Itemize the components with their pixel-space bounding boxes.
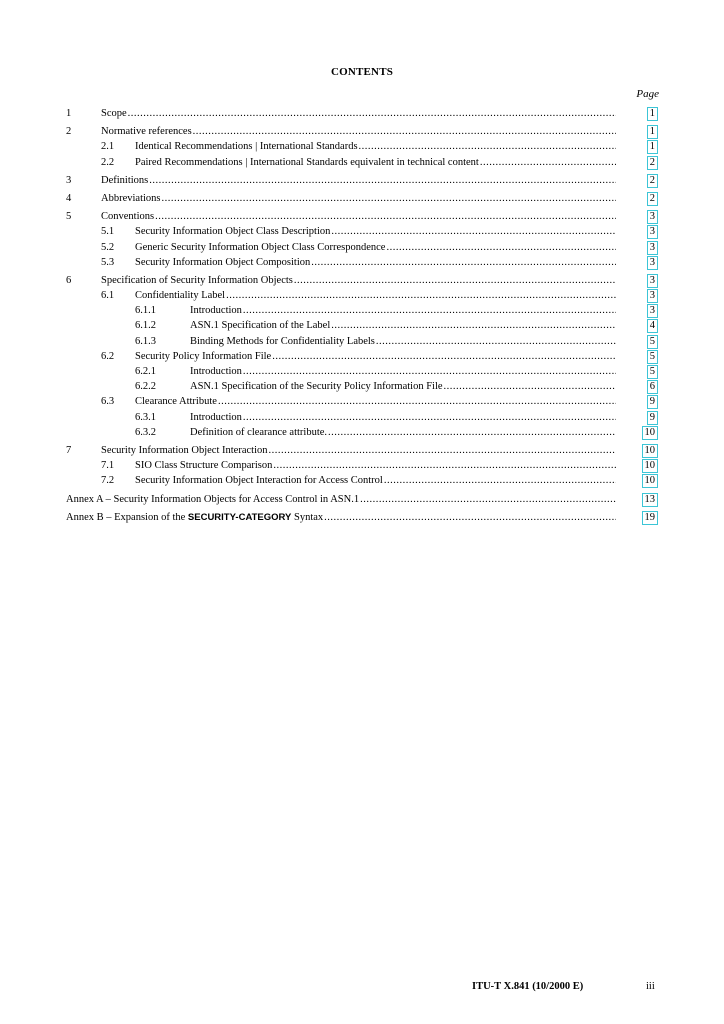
toc-entry-leader	[101, 124, 616, 139]
toc-entry	[66, 394, 660, 409]
toc-entry	[66, 364, 660, 379]
toc-page-link[interactable]: 10	[642, 474, 659, 488]
toc-entry-number: 3	[66, 174, 72, 186]
toc-entry-title: Abbreviations	[101, 192, 161, 204]
toc-entry	[66, 425, 660, 440]
toc-entry-title: Normative references	[101, 126, 192, 138]
toc-entry-title: Definitions	[101, 174, 149, 186]
toc-entry-number: 5.3	[101, 256, 115, 268]
toc-entry-number: 5.2	[101, 241, 115, 253]
toc-entry-leader	[101, 106, 616, 121]
toc-entry	[66, 443, 660, 458]
toc-entry-number: 2.2	[101, 156, 115, 168]
toc-entry-leader	[135, 394, 616, 409]
toc-entry-leader	[135, 473, 616, 488]
page-column-label: Page	[636, 88, 659, 100]
toc-entry	[66, 458, 660, 473]
toc-entry-title: Introduction	[190, 305, 242, 317]
toc-page-link[interactable]: 3	[647, 256, 658, 270]
toc-entry-title-code: SECURITY-CATEGORY	[187, 511, 292, 523]
toc-entry-number: 6	[66, 274, 72, 286]
toc-entry-title: SIO Class Structure Comparison	[135, 460, 273, 472]
toc-page-link[interactable]: 2	[647, 192, 658, 206]
toc-entry	[66, 492, 660, 507]
toc-page-link[interactable]: 3	[647, 241, 658, 255]
toc-entry-number: 6.3.2	[135, 426, 156, 438]
toc-entry-title: Introduction	[190, 366, 242, 377]
toc-entry	[66, 191, 660, 206]
toc-page-link[interactable]: 3	[647, 274, 658, 288]
toc-entry	[66, 410, 660, 425]
toc-entry-title: Security Information Object Interaction	[101, 444, 268, 456]
toc-entry	[66, 288, 660, 303]
toc-entry-title: Definition of clearance attribute.	[190, 426, 328, 438]
toc-entry-number: 6.3.1	[135, 411, 156, 423]
toc-page-link[interactable]: 19	[642, 511, 659, 525]
toc-entry-leader	[135, 288, 616, 303]
toc-entry-leader	[190, 379, 616, 394]
toc-entry	[66, 224, 660, 239]
toc-entry-title	[66, 512, 324, 523]
toc-entry-number: 5	[66, 211, 72, 223]
toc-entry-number: 7	[66, 444, 72, 456]
toc-entry-leader	[101, 173, 616, 188]
toc-entry-number: 6.1.3	[135, 335, 156, 347]
toc-entry-number: 6.1.2	[135, 320, 156, 332]
toc-entry-leader	[135, 224, 616, 239]
toc-entry-title: Paired Recommendations | International Standards equivalent in technical content	[135, 156, 479, 168]
toc-entry-number: 4	[66, 192, 72, 204]
table-of-contents	[66, 106, 660, 525]
toc-entry-number: 7.1	[101, 460, 115, 472]
toc-entry-leader	[135, 458, 616, 473]
toc-page-link[interactable]: 10	[642, 426, 659, 440]
toc-entry-number: 1	[66, 108, 72, 119]
toc-entry	[66, 303, 660, 318]
toc-entry	[66, 209, 660, 224]
toc-entry	[66, 155, 660, 170]
toc-entry-leader	[190, 425, 616, 440]
toc-entry	[66, 379, 660, 394]
toc-entry-title: Specification of Security Information Objects	[101, 274, 293, 286]
toc-entry-number: 6.2	[101, 350, 115, 362]
toc-entry-title: Confidentiality Label	[135, 290, 226, 302]
toc-entry-title: Generic Security Information Object Class Correspondence	[135, 241, 386, 253]
toc-entry	[66, 318, 660, 333]
toc-entry-title-before: Annex B – Expansion of the	[66, 511, 188, 523]
toc-entry-leader	[135, 155, 616, 170]
toc-page-link[interactable]: 13	[642, 493, 659, 507]
toc-entry-title: Binding Methods for Confidentiality Labels	[190, 335, 375, 347]
toc-page-link[interactable]: 4	[647, 319, 658, 333]
toc-entry-leader	[190, 410, 616, 425]
toc-entry-leader	[190, 318, 616, 333]
toc-entry-number: 6.2.2	[135, 381, 156, 393]
toc-entry-leader	[135, 255, 616, 270]
toc-entry-title: Introduction	[190, 411, 242, 423]
toc-entry	[66, 173, 660, 188]
toc-page-link[interactable]: 3	[647, 289, 658, 303]
toc-page-link[interactable]: 5	[647, 350, 658, 364]
toc-page-link[interactable]: 3	[647, 304, 658, 318]
toc-entry-leader	[135, 349, 616, 364]
toc-entry-title: Security Information Object Class Description	[135, 226, 331, 238]
toc-page-link[interactable]: 10	[642, 444, 659, 458]
toc-page-link[interactable]: 9	[647, 395, 658, 409]
toc-entry-leader	[101, 443, 616, 458]
toc-entry-leader	[66, 492, 616, 507]
toc-entry-number: 2.1	[101, 141, 115, 153]
toc-page-link[interactable]: 3	[647, 225, 658, 239]
toc-entry-title: Security Information Object Interaction for Access Control	[135, 475, 383, 487]
toc-entry-leader	[101, 209, 616, 224]
toc-page-link[interactable]: 5	[647, 365, 658, 379]
toc-entry-leader	[135, 240, 616, 255]
toc-page-link[interactable]: 6	[647, 380, 658, 394]
toc-entry-leader	[190, 334, 616, 349]
toc-page-link[interactable]: 2	[647, 156, 658, 170]
toc-entry	[66, 510, 660, 525]
toc-entry-number: 6.2.1	[135, 366, 156, 377]
toc-entry-number: 2	[66, 126, 72, 138]
toc-page-link[interactable]: 3	[647, 210, 658, 224]
toc-page-link[interactable]: 9	[647, 411, 658, 425]
toc-entry-number: 5.1	[101, 226, 115, 238]
toc-entry-leader	[190, 303, 616, 318]
toc-entry-number: 6.3	[101, 396, 115, 408]
toc-page-link[interactable]: 1	[647, 107, 658, 121]
toc-entry-number: 7.2	[101, 475, 115, 487]
contents-title: CONTENTS	[330, 66, 394, 78]
toc-entry-title: Clearance Attribute	[135, 396, 217, 408]
toc-entry-title: Annex A – Security Information Objects for Access Control in ASN.1	[66, 493, 360, 505]
toc-entry-leader	[190, 364, 616, 379]
toc-page-link[interactable]: 2	[647, 174, 658, 188]
toc-entry-title: Identical Recommendations | International Standards	[135, 141, 358, 153]
toc-page-link[interactable]: 1	[647, 140, 658, 154]
toc-entry-title: Conventions	[101, 211, 155, 223]
toc-entry	[66, 139, 660, 154]
toc-entry	[66, 473, 660, 488]
toc-entry-number: 6.1	[101, 290, 115, 302]
toc-page-link[interactable]: 10	[642, 459, 659, 473]
toc-entry-title: ASN.1 Specification of the Security Policy Information File	[190, 381, 443, 393]
toc-entry-leader	[135, 139, 616, 154]
toc-entry-leader	[101, 191, 616, 206]
toc-entry-title-after: Syntax	[291, 511, 324, 523]
toc-entry	[66, 124, 660, 139]
toc-entry	[66, 334, 660, 349]
toc-entry	[66, 106, 660, 121]
toc-page-link[interactable]: 5	[647, 335, 658, 349]
toc-entry-leader	[66, 510, 616, 525]
toc-page-link[interactable]: 1	[647, 125, 658, 139]
toc-entry	[66, 255, 660, 270]
toc-entry-title: Scope	[101, 108, 127, 119]
toc-entry-title: ASN.1 Specification of the Label	[190, 320, 331, 332]
toc-entry	[66, 240, 660, 255]
toc-entry-leader	[101, 273, 616, 288]
toc-entry-number: 6.1.1	[135, 305, 156, 317]
footer-document-id: ITU-T X.841 (10/2000 E)	[472, 981, 584, 992]
toc-entry	[66, 273, 660, 288]
footer-page-number: iii	[646, 981, 655, 992]
toc-entry-title: Security Policy Information File	[135, 350, 272, 362]
toc-entry-title: Security Information Object Composition	[135, 256, 311, 268]
toc-entry	[66, 349, 660, 364]
